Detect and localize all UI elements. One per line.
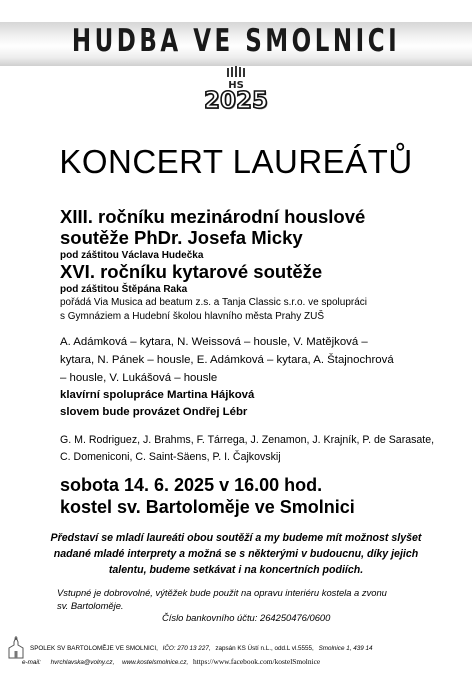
concert-title: KONCERT LAUREÁTŮ: [59, 143, 413, 180]
performers-line3: – housle, V. Lukášová – housle: [60, 372, 218, 384]
footer-address: Smolnice 1, 439 14: [318, 645, 373, 652]
bank-account: Číslo bankovního účtu: 264250476/0600: [162, 612, 331, 623]
hs-logo-icon: [224, 66, 248, 90]
footer-ico: IČO: 270 13 227,: [162, 645, 211, 652]
footer-email-link[interactable]: hvrchlavska@volny.cz,: [50, 659, 115, 666]
footer-facebook-link[interactable]: https://www.facebook.com/kostelSmolnice: [192, 657, 321, 666]
footer-org: SPOLEK SV BARTOLOMĚJE VE SMOLNICI,: [30, 645, 158, 652]
host: slovem bude provázet Ondřej Lébr: [60, 406, 248, 418]
competition1-patronage: pod záštitou Václava Hudečka: [60, 250, 204, 261]
event-date: sobota 14. 6. 2025 v 16.00 hod.: [60, 475, 323, 495]
intro-line3: talentu, budeme setkávat i na koncertních podiích.: [108, 564, 364, 576]
composers-line2: C. Domeniconi, C. Saint-Säens, P. I. Čajkovskij: [60, 451, 281, 463]
competition2-patronage: pod záštitou Štěpána Raka: [60, 284, 188, 295]
footer-line1: [30, 645, 372, 652]
competition2-line1: XVI. ročníku kytarové soutěže: [60, 261, 323, 282]
festival-year: 2025: [203, 88, 268, 114]
hs-logo-letters: HS: [228, 80, 244, 90]
admission-line2: sv. Bartoloměje.: [57, 600, 124, 611]
festival-title: HUDBA VE SMOLNICI: [71, 24, 401, 60]
performers-line2: kytara, N. Pánek – housle, E. Adámková – kytara, A. Štajnochrová: [60, 354, 394, 366]
accompanist: klavírní spolupráce Martina Hájková: [60, 389, 255, 401]
footer-line2: [22, 657, 320, 666]
admission-line1: Vstupné je dobrovolné, výtěžek bude použit na opravu interiéru kostela a zvonu: [57, 587, 387, 598]
organizers-line1: pořádá Via Musica ad beatum z.s. a Tanja Classic s.r.o. ve spolupráci: [60, 297, 368, 308]
competition1-line1: XIII. ročníku mezinárodní houslové: [60, 206, 366, 227]
organizers-line2: s Gymnáziem a Hudební školou hlavního města Prahy ZUŠ: [60, 311, 325, 322]
composers-line1: G. M. Rodriguez, J. Brahms, F. Tárrega, J. Zenamon, J. Krajník, P. de Sarasate,: [60, 434, 435, 446]
intro-line1: Představí se mladí laureáti obou soutěží a my budeme mít možnost slyšet: [50, 532, 422, 544]
competition1-line2: soutěže PhDr. Josefa Micky: [60, 227, 303, 248]
intro-line2: nadané mladé interprety a možná se s některými v budoucnu, díky jejich: [53, 548, 419, 560]
footer-web-label: www.: [122, 659, 138, 666]
footer-web-link[interactable]: kostelsmolnice.cz,: [137, 659, 189, 666]
footer-registry: zapsán KS Ústí n.L., odd.L vl.5555,: [215, 645, 314, 652]
event-venue: kostel sv. Bartoloměje ve Smolnici: [60, 497, 355, 517]
footer-email-label: e-mail:: [22, 659, 41, 666]
performers-line1: A. Adámková – kytara, N. Weissová – housle, V. Matějková –: [60, 336, 368, 348]
